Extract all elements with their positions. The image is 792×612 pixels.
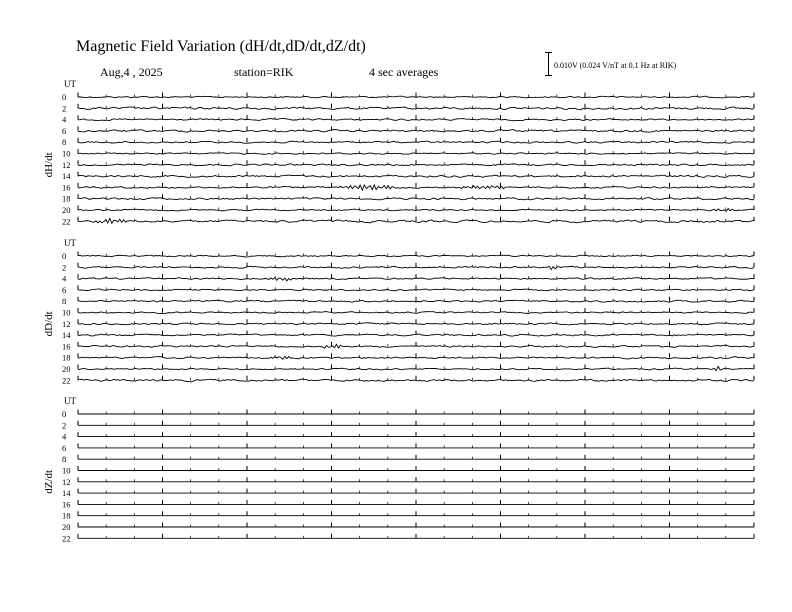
hour-tick-label: 2 <box>62 103 67 114</box>
hour-tick-label: 0 <box>62 251 67 261</box>
hour-tick-label: 0 <box>62 92 67 102</box>
scale-label: 0.010V (0.024 V/nT at 0.1 Hz at RIK) <box>554 61 677 70</box>
hour-tick-label: 0 <box>62 409 67 419</box>
hour-tick-label: 22 <box>62 533 71 544</box>
hour-tick-label: 22 <box>62 216 71 227</box>
hour-tick-label: 4 <box>62 114 67 125</box>
hour-tick-label: 22 <box>62 375 71 386</box>
hour-tick-label: 12 <box>62 476 71 487</box>
hour-tick-label: 10 <box>62 307 71 318</box>
hour-tick-label: 10 <box>62 465 71 476</box>
hour-tick-label: 20 <box>62 522 71 532</box>
date-label: Aug,4 , 2025 <box>100 65 163 79</box>
hour-tick-label: 8 <box>62 137 67 148</box>
hour-tick-label: 18 <box>62 510 71 521</box>
hour-tick-label: 14 <box>62 171 71 182</box>
hour-tick-label: 4 <box>62 431 67 442</box>
hour-tick-label: 6 <box>62 442 67 453</box>
hour-tick-label: 16 <box>62 341 71 352</box>
hour-tick-label: 2 <box>62 420 67 431</box>
hour-tick-label: 18 <box>62 193 71 204</box>
chart-title: Magnetic Field Variation (dH/dt,dD/dt,dZ/dt) <box>76 38 366 55</box>
hour-tick-label: 18 <box>62 352 71 363</box>
hour-tick-label: 14 <box>62 488 71 499</box>
hour-tick-label: 8 <box>62 296 67 307</box>
hour-tick-label: 2 <box>62 262 67 273</box>
hour-tick-label: 4 <box>62 273 67 284</box>
panel-ylabel: dD/dt <box>43 311 55 337</box>
hour-tick-label: 6 <box>62 125 67 136</box>
hour-tick-label: 14 <box>62 330 71 341</box>
station-label: station=RIK <box>234 65 294 79</box>
panel-ylabel: dH/dt <box>43 152 55 178</box>
ut-label: UT <box>64 396 76 406</box>
averaging-label: 4 sec averages <box>369 65 439 79</box>
hour-tick-label: 12 <box>62 318 71 329</box>
ut-label: UT <box>64 79 76 89</box>
hour-tick-label: 8 <box>62 454 67 465</box>
ut-label: UT <box>64 238 76 248</box>
hour-tick-label: 12 <box>62 159 71 170</box>
hour-tick-label: 10 <box>62 148 71 159</box>
hour-tick-label: 20 <box>62 364 71 374</box>
hour-tick-label: 6 <box>62 284 67 295</box>
hour-tick-label: 16 <box>62 182 71 193</box>
hour-tick-label: 20 <box>62 205 71 215</box>
panel-ylabel: dZ/dt <box>43 469 55 494</box>
hour-tick-label: 16 <box>62 499 71 510</box>
